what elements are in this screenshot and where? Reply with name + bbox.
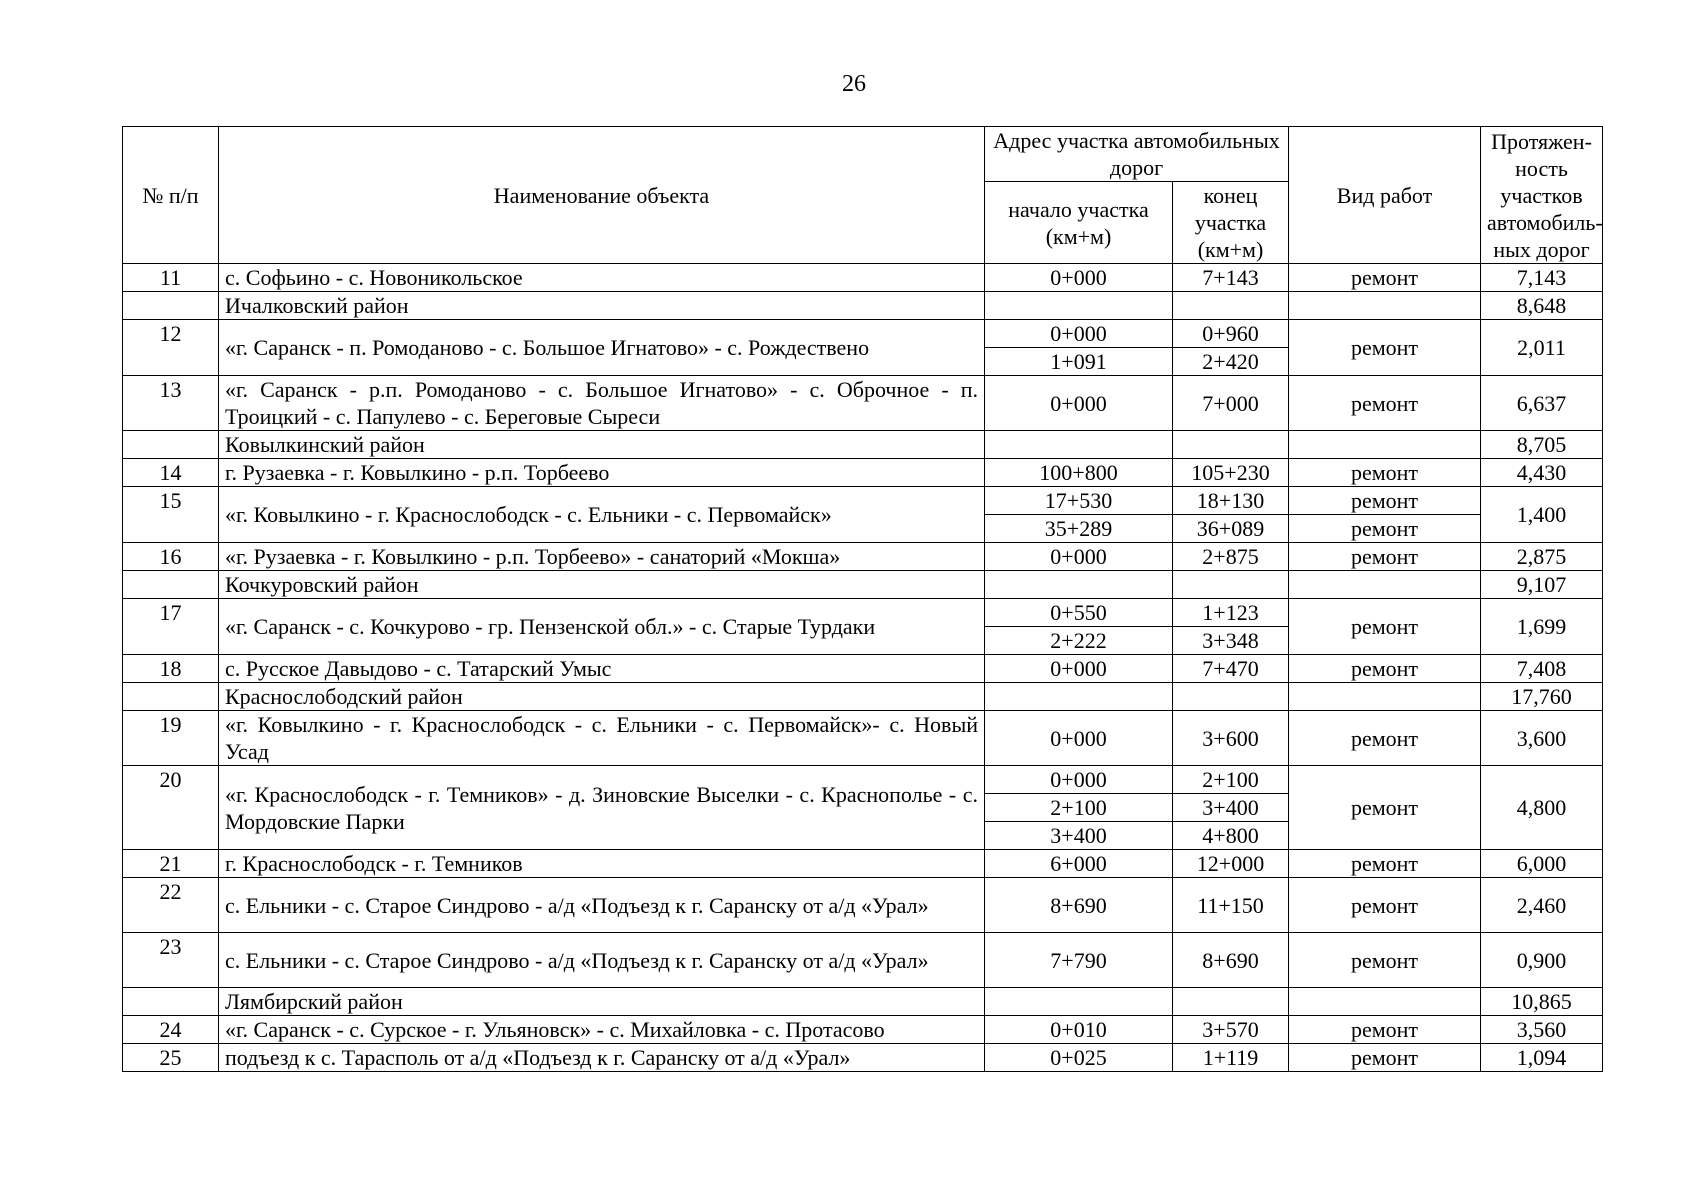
district-row bbox=[123, 988, 1603, 1016]
district-empty-cell bbox=[1289, 292, 1481, 320]
row-number: 17 bbox=[123, 599, 219, 655]
district-empty-cell bbox=[1173, 292, 1289, 320]
header-row bbox=[123, 127, 1603, 182]
row-number: 25 bbox=[123, 1044, 219, 1072]
table-row bbox=[123, 543, 1603, 571]
work-type: ремонт bbox=[1289, 543, 1481, 571]
object-name: «г. Рузаевка - г. Ковылкино - р.п. Торбеево» - санаторий «Мокша» bbox=[219, 543, 985, 571]
district-row bbox=[123, 431, 1603, 459]
district-num-cell bbox=[123, 431, 219, 459]
district-empty-cell bbox=[1173, 571, 1289, 599]
work-type: ремонт bbox=[1289, 1044, 1481, 1072]
work-type: ремонт bbox=[1289, 850, 1481, 878]
table-row bbox=[123, 655, 1603, 683]
segment-end: 4+800 bbox=[1173, 822, 1289, 850]
header-start: начало участка (км+м) bbox=[985, 182, 1173, 264]
district-num-cell bbox=[123, 683, 219, 711]
district-row bbox=[123, 571, 1603, 599]
district-empty-cell bbox=[985, 683, 1173, 711]
page-number: 26 bbox=[842, 71, 866, 97]
table-row bbox=[123, 376, 1603, 431]
object-name: «г. Саранск - с. Сурское - г. Ульяновск» - с. Михайловка - с. Протасово bbox=[219, 1016, 985, 1044]
segment-end: 36+089 bbox=[1173, 515, 1289, 543]
object-name: с. Русское Давыдово - с. Татарский Умыс bbox=[219, 655, 985, 683]
segment-start: 0+000 bbox=[985, 766, 1173, 794]
work-type: ремонт bbox=[1289, 1016, 1481, 1044]
object-name: «г. Саранск - р.п. Ромоданово - с. Большое Игнатово» - с. Оброчное - п. Троицкий - с. Папулево - с. Береговые Сыреси bbox=[219, 376, 985, 431]
row-number: 19 bbox=[123, 711, 219, 766]
table-row bbox=[123, 850, 1603, 878]
object-name: «г. Ковылкино - г. Краснослободск - с. Ельники - с. Первомайск» bbox=[219, 487, 985, 543]
district-name: Кочкуровский район bbox=[219, 571, 985, 599]
district-row bbox=[123, 292, 1603, 320]
district-name: Ичалковский район bbox=[219, 292, 985, 320]
district-total: 9,107 bbox=[1481, 571, 1603, 599]
segment-start: 0+000 bbox=[985, 320, 1173, 348]
object-name: с. Ельники - с. Старое Синдрово - а/д «Подъезд к г. Саранску от а/д «Урал» bbox=[219, 878, 985, 933]
row-number: 24 bbox=[123, 1016, 219, 1044]
header-num: № п/п bbox=[123, 127, 219, 264]
row-length: 6,637 bbox=[1481, 376, 1603, 431]
table-row bbox=[123, 711, 1603, 766]
row-length: 1,400 bbox=[1481, 487, 1603, 543]
segment-end: 3+400 bbox=[1173, 794, 1289, 822]
object-name: «г. Саранск - с. Кочкурово - гр. Пензенской обл.» - с. Старые Турдаки bbox=[219, 599, 985, 655]
segment-end: 2+100 bbox=[1173, 766, 1289, 794]
segment-start: 0+000 bbox=[985, 655, 1173, 683]
row-number: 11 bbox=[123, 264, 219, 292]
segment-start: 0+550 bbox=[985, 599, 1173, 627]
district-empty-cell bbox=[1173, 431, 1289, 459]
row-length: 0,900 bbox=[1481, 933, 1603, 988]
segment-start: 2+100 bbox=[985, 794, 1173, 822]
segment-start: 35+289 bbox=[985, 515, 1173, 543]
district-empty-cell bbox=[1289, 988, 1481, 1016]
object-name: г. Рузаевка - г. Ковылкино - р.п. Торбеево bbox=[219, 459, 985, 487]
row-number: 18 bbox=[123, 655, 219, 683]
district-total: 10,865 bbox=[1481, 988, 1603, 1016]
segment-end: 1+123 bbox=[1173, 599, 1289, 627]
segment-start: 0+000 bbox=[985, 711, 1173, 766]
object-name: с. Софьино - с. Новоникольское bbox=[219, 264, 985, 292]
object-name: с. Ельники - с. Старое Синдрово - а/д «Подъезд к г. Саранску от а/д «Урал» bbox=[219, 933, 985, 988]
segment-end: 18+130 bbox=[1173, 487, 1289, 515]
segment-end: 11+150 bbox=[1173, 878, 1289, 933]
row-number: 22 bbox=[123, 878, 219, 933]
table-row bbox=[123, 264, 1603, 292]
table-row bbox=[123, 459, 1603, 487]
work-type: ремонт bbox=[1289, 711, 1481, 766]
object-name: «г. Ковылкино - г. Краснослободск - с. Ельники - с. Первомайск»- с. Новый Усад bbox=[219, 711, 985, 766]
district-empty-cell bbox=[1289, 683, 1481, 711]
segment-start: 0+025 bbox=[985, 1044, 1173, 1072]
segment-start: 7+790 bbox=[985, 933, 1173, 988]
roads-table bbox=[122, 126, 1603, 1072]
work-type: ремонт bbox=[1289, 487, 1481, 515]
row-length: 2,460 bbox=[1481, 878, 1603, 933]
district-empty-cell bbox=[985, 571, 1173, 599]
segment-start: 1+091 bbox=[985, 348, 1173, 376]
segment-end: 105+230 bbox=[1173, 459, 1289, 487]
district-num-cell bbox=[123, 292, 219, 320]
segment-end: 3+348 bbox=[1173, 627, 1289, 655]
district-num-cell bbox=[123, 571, 219, 599]
segment-start: 8+690 bbox=[985, 878, 1173, 933]
district-name: Краснослободский район bbox=[219, 683, 985, 711]
segment-end: 7+143 bbox=[1173, 264, 1289, 292]
row-length: 2,011 bbox=[1481, 320, 1603, 376]
work-type: ремонт bbox=[1289, 320, 1481, 376]
work-type: ремонт bbox=[1289, 878, 1481, 933]
table-row bbox=[123, 933, 1603, 988]
table-body bbox=[123, 264, 1603, 1072]
table-row bbox=[123, 599, 1603, 627]
row-length: 6,000 bbox=[1481, 850, 1603, 878]
object-name: «г. Саранск - п. Ромоданово - с. Большое Игнатово» - с. Рождествено bbox=[219, 320, 985, 376]
row-length: 4,430 bbox=[1481, 459, 1603, 487]
segment-end: 3+600 bbox=[1173, 711, 1289, 766]
district-total: 8,648 bbox=[1481, 292, 1603, 320]
segment-end: 1+119 bbox=[1173, 1044, 1289, 1072]
segment-start: 0+010 bbox=[985, 1016, 1173, 1044]
district-empty-cell bbox=[985, 292, 1173, 320]
header-address: Адрес участка автомобильных дорог bbox=[985, 127, 1289, 182]
row-length: 7,408 bbox=[1481, 655, 1603, 683]
row-number: 13 bbox=[123, 376, 219, 431]
header-length: Протяжен-ность участков автомобиль-ных дорог bbox=[1481, 127, 1603, 264]
district-empty-cell bbox=[1173, 683, 1289, 711]
row-length: 3,560 bbox=[1481, 1016, 1603, 1044]
work-type: ремонт bbox=[1289, 264, 1481, 292]
district-name: Ковылкинский район bbox=[219, 431, 985, 459]
segment-end: 2+875 bbox=[1173, 543, 1289, 571]
segment-end: 7+470 bbox=[1173, 655, 1289, 683]
district-total: 17,760 bbox=[1481, 683, 1603, 711]
table-row bbox=[123, 487, 1603, 515]
work-type: ремонт bbox=[1289, 515, 1481, 543]
row-length: 1,699 bbox=[1481, 599, 1603, 655]
district-empty-cell bbox=[1173, 988, 1289, 1016]
segment-end: 12+000 bbox=[1173, 850, 1289, 878]
work-type: ремонт bbox=[1289, 599, 1481, 655]
segment-start: 6+000 bbox=[985, 850, 1173, 878]
segment-start: 0+000 bbox=[985, 543, 1173, 571]
table-row bbox=[123, 766, 1603, 794]
district-empty-cell bbox=[1289, 431, 1481, 459]
work-type: ремонт bbox=[1289, 376, 1481, 431]
row-number: 12 bbox=[123, 320, 219, 376]
row-number: 21 bbox=[123, 850, 219, 878]
table-row bbox=[123, 320, 1603, 348]
district-total: 8,705 bbox=[1481, 431, 1603, 459]
row-number: 16 bbox=[123, 543, 219, 571]
row-length: 4,800 bbox=[1481, 766, 1603, 850]
district-empty-cell bbox=[985, 431, 1173, 459]
segment-end: 0+960 bbox=[1173, 320, 1289, 348]
segment-end: 8+690 bbox=[1173, 933, 1289, 988]
segment-end: 2+420 bbox=[1173, 348, 1289, 376]
row-number: 14 bbox=[123, 459, 219, 487]
row-length: 1,094 bbox=[1481, 1044, 1603, 1072]
district-num-cell bbox=[123, 988, 219, 1016]
work-type: ремонт bbox=[1289, 766, 1481, 850]
row-length: 7,143 bbox=[1481, 264, 1603, 292]
table-row bbox=[123, 1016, 1603, 1044]
district-row bbox=[123, 683, 1603, 711]
row-length: 2,875 bbox=[1481, 543, 1603, 571]
segment-start: 100+800 bbox=[985, 459, 1173, 487]
row-number: 15 bbox=[123, 487, 219, 543]
segment-start: 0+000 bbox=[985, 376, 1173, 431]
row-number: 23 bbox=[123, 933, 219, 988]
row-length: 3,600 bbox=[1481, 711, 1603, 766]
district-name: Лямбирский район bbox=[219, 988, 985, 1016]
work-type: ремонт bbox=[1289, 655, 1481, 683]
object-name: «г. Краснослободск - г. Темников» - д. Зиновские Выселки - с. Краснополье - с. Мордовские Парки bbox=[219, 766, 985, 850]
segment-start: 0+000 bbox=[985, 264, 1173, 292]
object-name: подъезд к с. Тарасполь от а/д «Подъезд к г. Саранску от а/д «Урал» bbox=[219, 1044, 985, 1072]
segment-start: 3+400 bbox=[985, 822, 1173, 850]
segment-start: 2+222 bbox=[985, 627, 1173, 655]
object-name: г. Краснослободск - г. Темников bbox=[219, 850, 985, 878]
header-name: Наименование объекта bbox=[219, 127, 985, 264]
segment-end: 3+570 bbox=[1173, 1016, 1289, 1044]
table-row bbox=[123, 1044, 1603, 1072]
work-type: ремонт bbox=[1289, 933, 1481, 988]
work-type: ремонт bbox=[1289, 459, 1481, 487]
segment-start: 17+530 bbox=[985, 487, 1173, 515]
header-work: Вид работ bbox=[1289, 127, 1481, 264]
district-empty-cell bbox=[1289, 571, 1481, 599]
table-row bbox=[123, 878, 1603, 933]
header-end: конец участка (км+м) bbox=[1173, 182, 1289, 264]
segment-end: 7+000 bbox=[1173, 376, 1289, 431]
row-number: 20 bbox=[123, 766, 219, 850]
district-empty-cell bbox=[985, 988, 1173, 1016]
